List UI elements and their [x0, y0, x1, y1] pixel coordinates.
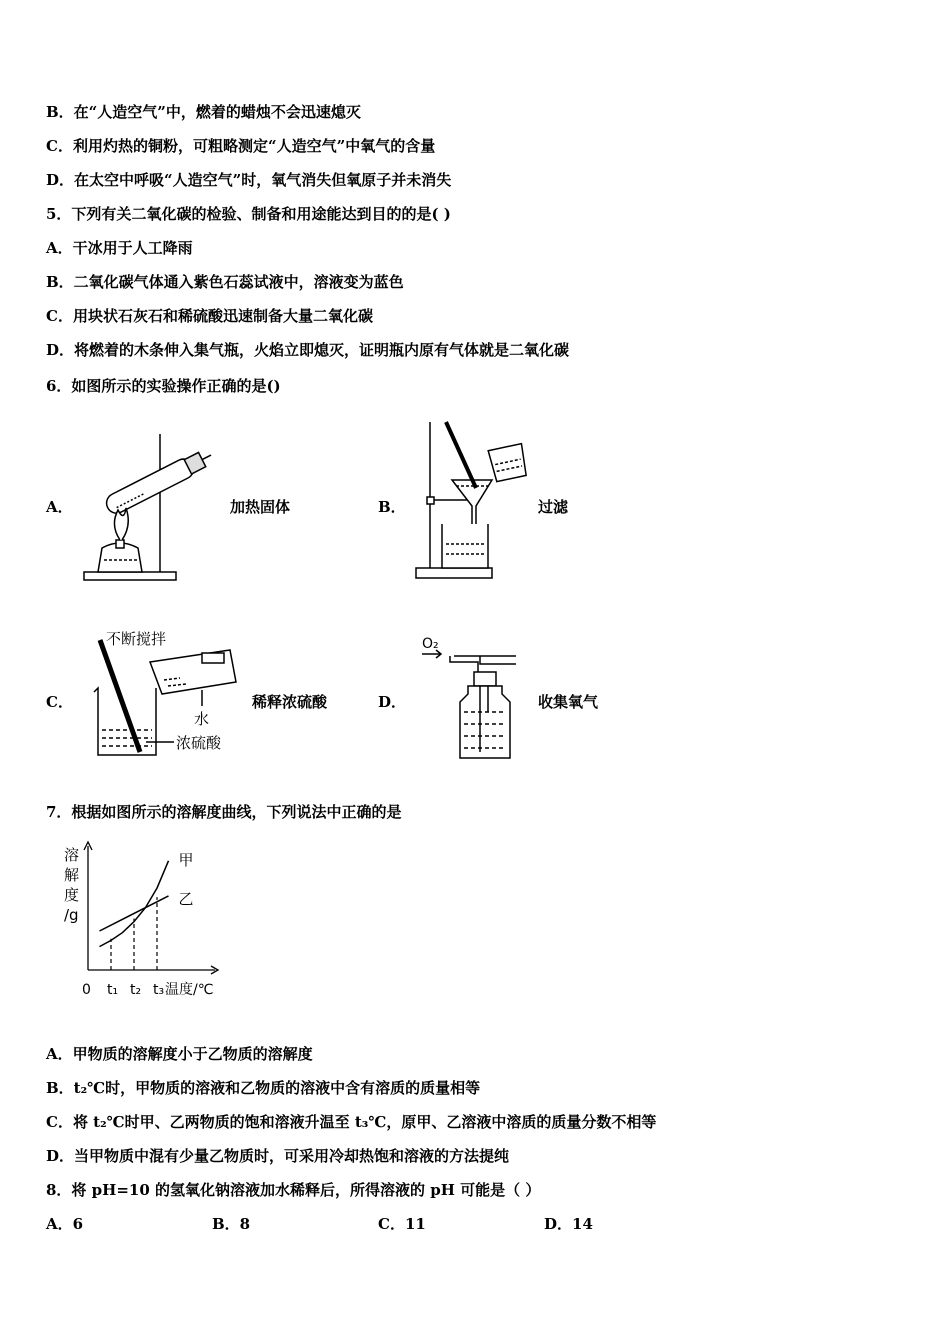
o2-label: O₂ [422, 636, 439, 652]
c-fig-stir-label: 不断搅拌 [106, 630, 167, 648]
q5-option-d: D．将燃着的木条伸入集气瓶，火焰立即熄灭，证明瓶内原有气体就是二氧化碳 [46, 341, 570, 359]
c-fig-acid-label: 浓硫酸 [176, 734, 222, 752]
x-tick-label: 0 [82, 982, 91, 998]
x-tick-label: t₃ [153, 982, 165, 998]
filtration-figure [412, 418, 537, 583]
q6-option-b-caption: 过滤 [538, 498, 569, 516]
series-label: 甲 [178, 850, 194, 869]
q8-option-c: C．11 [378, 1215, 426, 1233]
q6-option-b-label: B． [378, 498, 406, 516]
q6-option-c-label: C． [46, 693, 73, 711]
q8-option-d: D．14 [544, 1215, 593, 1233]
q7-stem: 7．根据如图所示的溶解度曲线，下列说法中正确的是 [46, 803, 402, 821]
x-tick-label: t₁ [107, 982, 119, 998]
q7-option-c: C．将 t₂℃时甲、乙两物质的饱和溶液升温至 t₃℃，原甲、乙溶液中溶质的质量分数不相等 [46, 1113, 657, 1131]
solubility-chart [60, 840, 230, 1005]
dilute-acid-figure [90, 620, 250, 765]
q5-option-b: B．二氧化碳气体通入紫色石蕊试液中，溶液变为蓝色 [46, 273, 404, 291]
series-label: 乙 [178, 889, 194, 908]
q8-option-a: A．6 [46, 1215, 84, 1233]
y-axis-label-part: 度 [64, 886, 80, 904]
q6-option-d-caption: 收集氧气 [538, 693, 599, 711]
q6-option-c-caption: 稀释浓硫酸 [252, 693, 328, 711]
x-tick-label: t₂ [130, 982, 142, 998]
q5-stem: 5．下列有关二氧化碳的检验、制备和用途能达到目的的是( ) [46, 205, 451, 223]
q4-option-d: D．在太空中呼吸“人造空气”时，氧气消失但氧原子并未消失 [46, 171, 452, 189]
q6-option-d-label: D． [378, 693, 407, 711]
q8-stem: 8．将 pH=10 的氢氧化钠溶液加水稀释后，所得溶液的 pH 可能是（ ） [46, 1181, 541, 1199]
q7-option-d: D．当甲物质中混有少量乙物质时，可采用冷却热饱和溶液的方法提纯 [46, 1147, 510, 1165]
q6-option-a-caption: 加热固体 [230, 498, 291, 516]
q6-option-a-label: A． [46, 498, 73, 516]
q5-option-c: C．用块状石灰石和稀硫酸迅速制备大量二氧化碳 [46, 307, 373, 325]
y-axis-label-part: 溶 [64, 846, 80, 864]
q8-option-b: B．8 [212, 1215, 251, 1233]
y-axis-label-part: 解 [64, 866, 80, 884]
heating-solid-figure [80, 430, 230, 585]
q7-option-a: A．甲物质的溶解度小于乙物质的溶解度 [46, 1045, 313, 1063]
q5-option-a: A．干冰用于人工降雨 [46, 239, 193, 257]
q6-stem: 6．如图所示的实验操作正确的是() [46, 377, 281, 395]
collect-oxygen-figure [418, 632, 528, 762]
q7-option-b: B．t₂℃时，甲物质的溶液和乙物质的溶液中含有溶质的质量相等 [46, 1079, 481, 1097]
y-axis-label-part: /g [64, 906, 79, 924]
q4-option-b: B．在“人造空气”中，燃着的蜡烛不会迅速熄灭 [46, 103, 361, 121]
x-axis-label: 温度/℃ [165, 982, 214, 998]
q4-option-c: C．利用灼热的铜粉，可粗略测定“人造空气”中氧气的含量 [46, 137, 436, 155]
c-fig-water-label: 水 [194, 710, 210, 728]
